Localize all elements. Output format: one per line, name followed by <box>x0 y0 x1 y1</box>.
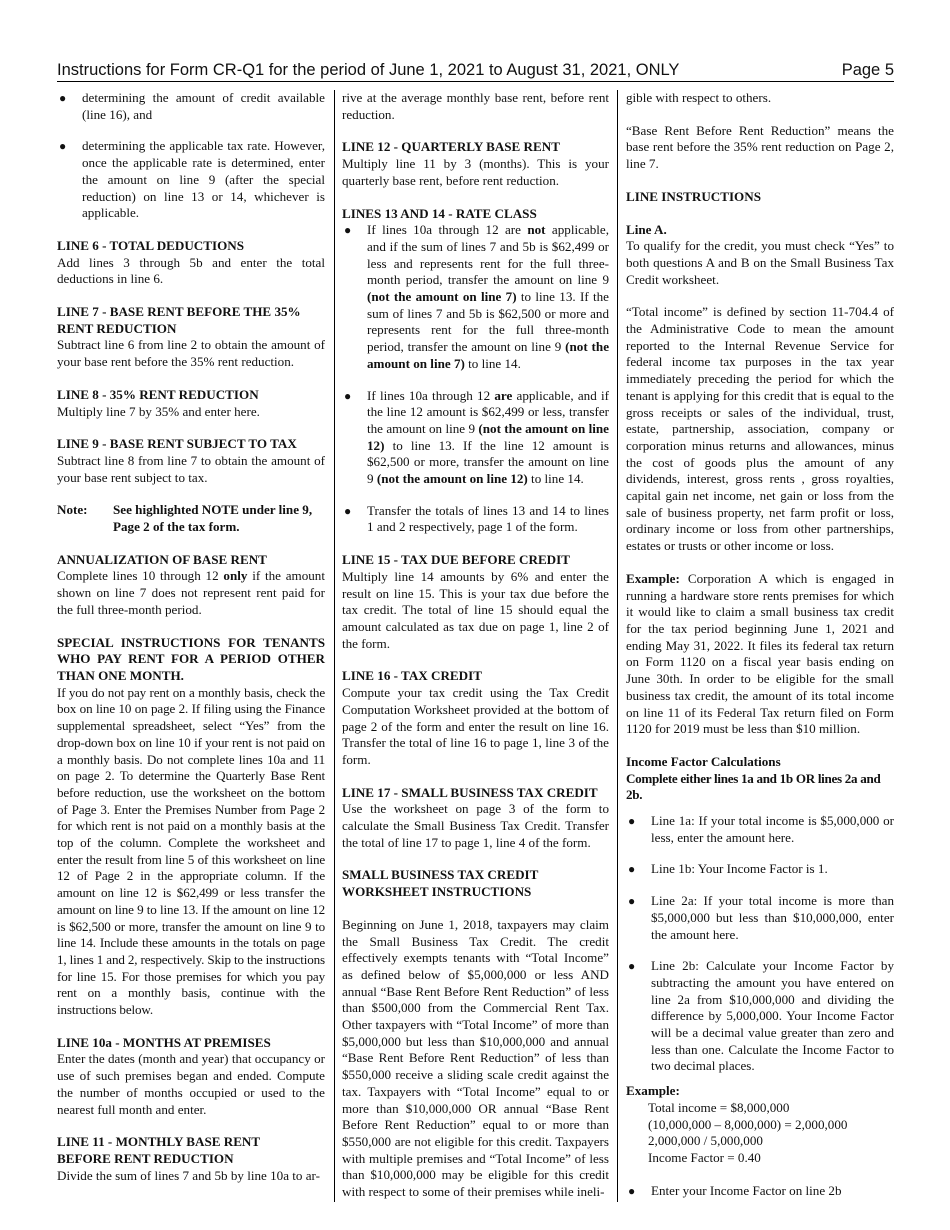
section-heading: LINES 13 AND 14 - RATE CLASS <box>342 205 537 221</box>
section-text: If you do not pay rent on a monthly basis, check the box on line 10 on page 2. If filing using the Finance supplemental spreadsheet, select “Yes” from the drop-down box on line 10 if your rent is not paid on a monthly basis. Do not complete lines 10a and 11 on page 2. To determine the Quarterly Base Rent before reduction, use the worksheet on the bottom of Page 3. Enter the Premises Number from Page 2 for which rent is not paid on a monthly basis at the top of the column. Complete the worksheet and enter the result from line 5 of this worksheet on line 12 of Page 2 in the appropriate column. If the amount on line 12 is $62,499 or less transfer the amount on line 9 to line 13. If the amount on line 12 is $62,500 or more, transfer the amount on line 9 to line 14. Include these amounts in the totals on page 1, lines 1 and 2, respectively. Skip to the instructions for line 15. For those premises for which you pay rent on a monthly basis, continue with the instructions below. <box>57 684 325 1018</box>
section-text: Complete lines 10 through 12 only if the amount shown on line 7 does not represent rent paid for the full three-month period. <box>57 568 325 617</box>
bullet-icon: ● <box>628 1183 636 1198</box>
section-heading: SMALL BUSINESS TAX CREDIT WORKSHEET INSTRUCTIONS <box>342 867 539 900</box>
section-heading: LINE 7 - BASE RENT BEFORE THE 35% RENT REDUCTION <box>57 304 301 336</box>
section-text: Beginning on June 1, 2018, taxpayers may claim the Small Business Tax Credit. The credit effectively exempts tenants with “Total Income” as defined below of $5,000,000 or less AND annual “Base Rent Before Rent Reduction” of less than $500,000 from the Commercial Rent Tax. Other taxpayers with “Total Income” of more than $5,000,000 but less than $10,000,000 and annual “Base Rent Before Rent Reduction” of less than $550,000 receive a sliding scale credit against the tax. Taxpayers with “Total Income” equal to or more than $10,000,000 OR annual “Base Rent Before Rent Reduction” equal to or more than $550,000 are not eligible for this credit. Taxpayers with multiple premises and “Total Income” of less than $10,000,000 may be eligible for this credit with respect to some of their premises while ineli- <box>342 916 609 1200</box>
section-line-7 <box>57 304 325 371</box>
section-heading: LINE 6 - TOTAL DEDUCTIONS <box>57 237 245 253</box>
section-line-6 <box>57 238 325 288</box>
section-text: Use the worksheet on page 3 of the form to calculate the Small Business Tax Credit. Transfer the total of line 17 to page 1, line 4 of the form. <box>342 801 609 850</box>
section-text: Add lines 3 through 5b and enter the total deductions in line 6. <box>57 254 325 287</box>
page-header <box>57 58 894 82</box>
bullet-icon: ● <box>59 91 67 105</box>
section-heading: ANNUALIZATION OF BASE RENT <box>57 551 267 567</box>
section-heading: LINE 17 - SMALL BUSINESS TAX CREDIT <box>342 784 598 800</box>
section-heading: LINE 9 - BASE RENT SUBJECT TO TAX <box>57 436 297 452</box>
page-number: Page 5 <box>841 61 894 79</box>
bullet-icon: ● <box>628 814 636 829</box>
section-line-11 <box>57 1134 325 1184</box>
section-text: Multiply line 7 by 35% and enter here. <box>57 403 260 419</box>
list-item: ● If lines 10a through 12 are applicable, and if the line 12 amount is $62,499 or less, transfer the amount on line 9 (not the amount on line 12) to line 13. If the line 12 amount is $62,500 or more, transfer the amount on line 9 (not the amount on line 12) to line 14. <box>344 387 609 487</box>
section-heading: LINE 12 - QUARTERLY BASE RENT <box>342 139 560 155</box>
section-line-16 <box>342 668 609 768</box>
section-line-10a <box>57 1035 325 1119</box>
section-annualization <box>57 552 325 619</box>
column-divider-1 <box>334 90 335 1202</box>
final-bullet <box>626 1183 894 1200</box>
example-line: (10,000,000 – 8,000,000) = 2,000,000 <box>648 1116 848 1132</box>
intro-bullets <box>57 90 325 222</box>
bullet-icon: ● <box>344 388 352 403</box>
rate-class-bullets <box>342 222 609 536</box>
section-special-instructions <box>57 635 325 1019</box>
header-title: Instructions for Form CR-Q1 for the period of June 1, 2021 to August 31, 2021, ONLY <box>57 61 680 79</box>
note-block <box>57 502 325 535</box>
section-text: To qualify for the credit, you must check “Yes” to both questions A and B on the Small Business Tax Credit worksheet. <box>626 238 894 287</box>
column-1 <box>57 90 325 1208</box>
section-text: Subtract line 6 from line 2 to obtain the amount of your base rent before the 35% rent reduction. <box>57 337 325 370</box>
section-text: Divide the sum of lines 7 and 5b by line 10a to ar- <box>57 1167 321 1183</box>
total-income-definition: “Total income” is defined by section 11-704.4 of the Administrative Code to mean the amount reported to the Internal Revenue Service for federal income tax purposes in the tax year immediately preceding the period for which the tenant is applying for this credit that is equal to the gross receipts or sales of the individual, trust, estate, partnership, association, company or corporation minus returns and allowances, minus the cost of goods plus the amount of any dividends, interest, gross rents , gross royalties, capital gain net income, net gain or loss from the sale of business property, net farm profit or loss, ordinary income or loss from other partnerships, estates or trusts or other income or loss. <box>626 304 894 554</box>
list-item: ● determining the applicable tax rate. However, once the applicable rate is determined, enter the amount on line 9 (after the special reduction) on line 13 or 14, whichever is applicable. <box>59 138 325 221</box>
section-line-17 <box>342 785 609 852</box>
section-heading: LINE 8 - 35% RENT REDUCTION <box>57 386 259 402</box>
section-text: Enter the dates (month and year) that occupancy or use of such premises began and ended. Compute the number of months occupied or used to the nearest full month and enter. <box>57 1051 325 1117</box>
section-heading: SPECIAL INSTRUCTIONS FOR TENANTS WHO PAY RENT FOR A PERIOD OTHER THAN ONE MONTH. <box>57 634 325 683</box>
bullet-icon: ● <box>59 139 67 154</box>
section-line-a <box>626 222 894 289</box>
list-item: ● Line 2b: Calculate your Income Factor by subtracting the amount you have entered on line 2a from $10,000,000 and dividing the difference by 5,000,000. Your Income Factor will be a decimal value greater than zero and less than one. Calculate the Income Factor to two decimal places. <box>628 958 894 1074</box>
section-heading: LINE 16 - TAX CREDIT <box>342 668 482 684</box>
section-income-factor <box>626 754 894 1075</box>
example-line: Income Factor = 0.40 <box>648 1149 761 1165</box>
section-heading: LINE 11 - MONTHLY BASE RENT BEFORE RENT REDUCTION <box>57 1134 260 1166</box>
section-text: Multiply line 11 by 3 (months). This is your quarterly base rent, before rent reduction. <box>342 156 609 188</box>
column-divider-2 <box>617 90 618 1202</box>
base-rent-definition: “Base Rent Before Rent Reduction” means the base rent before the 35% rent reduction on Page 2, line 7. <box>626 122 894 172</box>
column-3 <box>626 90 894 1208</box>
section-heading: Income Factor Calculations <box>626 753 781 769</box>
line-instructions-heading: LINE INSTRUCTIONS <box>626 188 761 204</box>
section-line-9 <box>57 436 325 486</box>
list-item: ● If lines 10a through 12 are not applicable, and if the sum of lines 7 and 5b is $62,499 or less and represents rent for the full three-month period, transfer the amount on line 9 (not the amount on line 7) to line 13. If the sum of lines 7 and 5b is $62,500 or more and represents rent for the full three-month period, transfer the amount on line 9 (not the amount on line 7) to line 14. <box>344 222 610 371</box>
section-line-8 <box>57 387 325 420</box>
section-lines-13-14 <box>342 206 609 537</box>
income-factor-bullets <box>626 813 894 1075</box>
example-calculation <box>626 1100 894 1167</box>
example-line: 2,000,000 / 5,000,000 <box>648 1133 763 1149</box>
example-line: Total income = $8,000,000 <box>648 1099 790 1115</box>
section-text: Compute your tax credit using the Tax Credit Computation Worksheet provided at the bottom of page 2 of the form and enter the result on line 16. Transfer the total of line 16 to page 1, line 3 of the form. <box>342 685 609 767</box>
note-text: See highlighted NOTE under line 9, Page 2 of the tax form. <box>113 502 313 535</box>
section-text: Multiply line 14 amounts by 6% and enter the result on line 15. This is your tax due before the tax credit. The total of line 15 should equal the amount calculated as tax due on page 1, line 2 of the form. <box>342 568 609 651</box>
section-text: Subtract line 8 from line 7 to obtain the amount of your base rent subject to tax. <box>57 452 325 485</box>
bullet-icon: ● <box>628 959 636 974</box>
section-heading: LINE 10a - MONTHS AT PREMISES <box>57 1034 271 1050</box>
bullet-icon: ● <box>628 894 636 909</box>
bullet-icon: ● <box>344 223 352 238</box>
section-line-15 <box>342 552 609 652</box>
section-sbtc-worksheet <box>342 867 609 1200</box>
note-label: Note: <box>57 502 88 518</box>
list-item: ● Line 1a: If your total income is $5,000,000 or less, enter the amount here. <box>628 813 894 845</box>
section-heading: Line A. <box>626 221 667 237</box>
list-item: ● determining the amount of credit available (line 16), and <box>59 90 325 122</box>
list-item: ● Line 1b: Your Income Factor is 1. <box>628 861 828 877</box>
list-item: ● Transfer the totals of lines 13 and 14 to lines 1 and 2 respectively, page 1 of the form. <box>344 502 609 535</box>
column-2 <box>342 90 609 1208</box>
section-heading: LINE 15 - TAX DUE BEFORE CREDIT <box>342 552 570 568</box>
continued-text: rive at the average monthly base rent, before rent reduction. <box>342 90 609 122</box>
section-subheading: Complete either lines 1a and 1b OR lines 2a and 2b. <box>626 770 881 803</box>
list-item: ● Line 2a: If your total income is more than $5,000,000 but less than $10,000,000, enter the amount here. <box>628 893 894 942</box>
example-corporation: Example: Corporation A which is engaged in running a hardware store rents premises for which it would like to claim a small business tax credit for the tax period beginning June 1, 2021 and ending May 31, 2022. It files its federal tax return on Form 1120 on a fiscal year basis ending on June 30th. In order to be eligible for the small business tax credit, the amount of its total income on line 11 of its Federal Tax return filed on Form 1120 for 2019 must be less than $10 million. <box>626 570 894 737</box>
continued-text: gible with respect to others. <box>626 90 772 105</box>
bullet-icon: ● <box>628 862 636 877</box>
example-heading: Example: <box>626 1083 680 1099</box>
bullet-icon: ● <box>344 503 352 518</box>
section-line-12 <box>342 139 609 189</box>
list-item: ● Enter your Income Factor on line 2b <box>628 1182 842 1198</box>
